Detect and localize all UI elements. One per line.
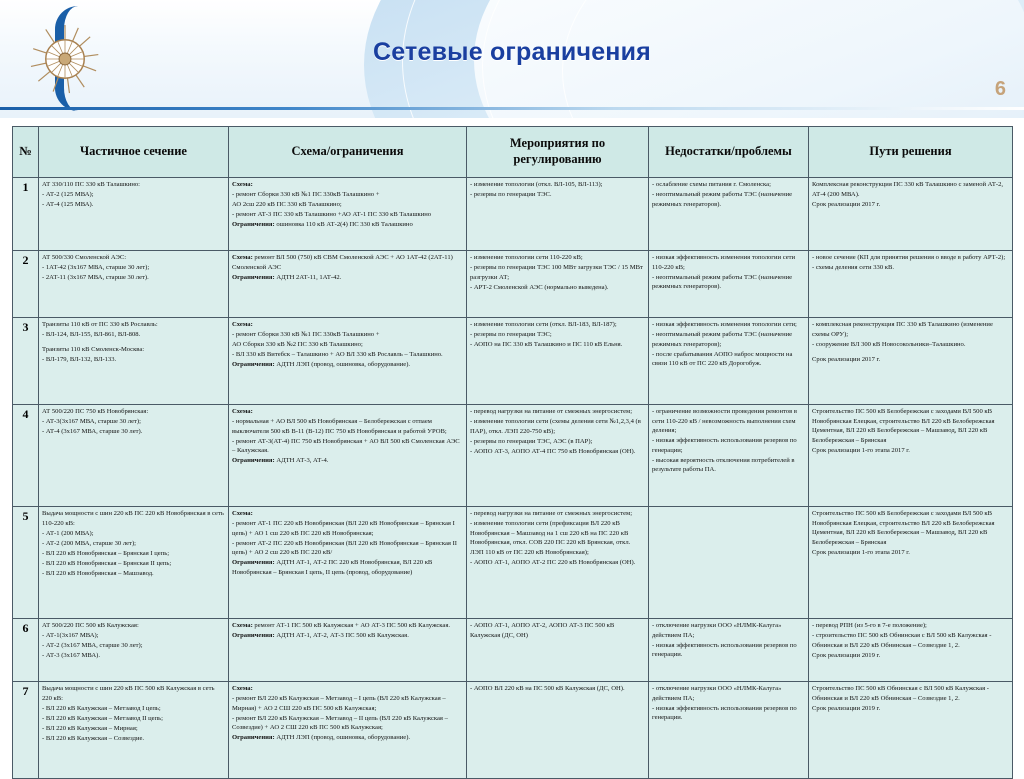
text-line: - неоптимальный режим работы ТЭС (назначение режимных генераторов). (652, 191, 793, 208)
text-line: - ВЛ 220 кВ Новобрянская – Брянская I цепь; (42, 549, 170, 557)
text-line: - ограничение возможности проведения ремонтов в сети 110-220 кВ / невозможность выполнения схем деления; (652, 408, 797, 435)
text-line: - ремонт АТ-3(АТ-4) ПС 750 кВ Новобрянская + АО ВЛ 500 кВ Смоленская АЭС – Калужская. (232, 437, 460, 455)
cell-scheme-content (232, 253, 463, 282)
text-line: - неоптимальный режим работы ТЭС (назначение режимных генераторов); (652, 331, 793, 348)
cell-solutions (809, 507, 1013, 619)
text-line: Строительство ПС 500 кВ Белобережская с заходами ВЛ 500 кВ Новобрянская Елецкая, строительство ВЛ 220 кВ Белобережская Цементная, ВЛ 220 кВ Белобережская – Машзавод, ВЛ 220 кВ Белобережская – Брянская (812, 510, 995, 546)
text-line: - АТ-2 (125 МВА); (42, 191, 94, 199)
cell-problems-content (652, 621, 805, 660)
cell-problems-content (652, 320, 805, 369)
text-line: Транзиты 110 кВ от ПС 330 кВ Рославль: (42, 321, 158, 328)
column-header-number: № (13, 127, 39, 178)
text-line: Ограничения: АДТН 2АТ-11, 1АТ-42. (232, 273, 342, 281)
cell-solutions (809, 405, 1013, 507)
cell-section (39, 619, 229, 682)
cell-scheme-content (232, 621, 463, 641)
text-line: - низкая эффективность использования резервов по генерации; (652, 437, 797, 454)
text-line: - АТ-4 (3х167 МВА, старше 30 лет). (42, 428, 143, 436)
text-line: - низкая эффективность использования резервов по генерации. (652, 641, 797, 659)
text-line: - АОПО ВЛ 220 кВ на ПС 500 кВ Калужская (ДС, ОН). (470, 685, 625, 692)
text-line: - резервы по генерации ТЭС. (470, 191, 552, 199)
cell-section (39, 682, 229, 779)
text-line: - АОПО АТ-1, АОПО АТ-2, АОПО АТ-3 ПС 500 кВ Калужская (ДС, ОН) (470, 622, 615, 639)
cell-measures-content (470, 684, 645, 694)
text-line: - ВЛ 220 кВ Калужская – Метзавод I цепь; (42, 704, 161, 712)
text-line: - АОПО АТ-3, АОПО АТ-4 ПС 750 кВ Новобрянская (ОН). (470, 447, 636, 455)
text-line: Ограничения: ошиновка 110 кВ АТ-2(4) ПС 330 кВ Талашкино (232, 221, 413, 229)
network-constraints-table-wrapper (12, 126, 1012, 779)
cell-problems (649, 619, 809, 682)
cell-solutions (809, 251, 1013, 318)
text-line: - АТ-3 (3х167 МВА). (42, 652, 100, 660)
cell-section-content (42, 407, 225, 437)
row-number: 1 (13, 178, 39, 251)
text-line: - ремонт ВЛ 220 кВ Калужская – Метзавод – II цепь (ВЛ 220 кВ Калужская – Созвездие) + АО 2 СШ 220 кВ ПС 500 кВ Калужская; (232, 714, 448, 732)
text-line: Срок реализации 2019 г. (812, 651, 881, 659)
cell-section (39, 318, 229, 405)
text-line: - АТ-3(3х167 МВА, старше 30 лет); (42, 418, 141, 426)
table-body (13, 178, 1013, 779)
cell-solutions (809, 318, 1013, 405)
cell-scheme-content (232, 684, 463, 743)
cell-solutions-content (812, 320, 1009, 364)
cell-section (39, 405, 229, 507)
text-line: АТ 500/330 Смоленской АЭС: (42, 254, 127, 261)
cell-problems-content (652, 180, 805, 209)
text-line: - строительство ПС 500 кВ Обнинская с ВЛ 500 кВ Калужская - Обнинская и ВЛ 220 кВ Обнинская – Созвездие 1, 2. (812, 632, 992, 649)
text-line: - схемы деления сети 330 кВ. (812, 264, 895, 272)
text-line: - ослабление схемы питания г. Смоленска; (652, 181, 771, 188)
text-line: АО 2сш 220 кВ ПС 330 кВ Талашкино; (232, 201, 342, 209)
text-line: Срок реализации 2017 г. (812, 355, 881, 363)
banner-bottom-rule (0, 107, 1024, 110)
text-line: Схема: (232, 685, 253, 692)
cell-problems (649, 318, 809, 405)
column-header-solutions: Пути решения (809, 127, 1013, 178)
table-row (13, 318, 1013, 405)
cell-solutions-content (812, 621, 1009, 660)
cell-solutions (809, 682, 1013, 779)
row-number: 3 (13, 318, 39, 405)
text-line: - неоптимальный режим работы ТЭС (назначение режимных генераторов). (652, 273, 793, 291)
cell-section-content (42, 684, 225, 743)
cell-measures-content (470, 320, 645, 350)
text-line: - ремонт АТ-2 ПС 220 кВ Новобрянская (ВЛ 220 кВ Новобрянская – Брянская II цепь) + АО 2 сш 220 кВ ПС 220 кВ/ (232, 539, 457, 557)
text-line: - АТ-2 (3х167 МВА, старше 30 лет); (42, 642, 143, 650)
text-line: - сооружение ВЛ 300 кВ Новосокольники–Талашкино. (812, 340, 966, 348)
cell-measures (467, 405, 649, 507)
cell-problems (649, 178, 809, 251)
text-line: Ограничения: АДТН АТ-1, АТ-2 ПС 220 кВ Новобрянская, ВЛ 220 кВ Новобрянская – Брянская I цепь, II цепь (провод, оборудование) (232, 559, 433, 576)
table-header-row (13, 127, 1013, 178)
column-header-problems: Недостатки/проблемы (649, 127, 809, 178)
table-row (13, 405, 1013, 507)
table-row (13, 178, 1013, 251)
text-line: Схема: (232, 408, 253, 415)
text-line: - 1АТ-42 (3х167 МВА, старше 30 лет); (42, 264, 150, 272)
text-line: - ВЛ-179, ВЛ-132, ВЛ-133. (42, 356, 117, 364)
column-header-scheme: Схема/ограничения (229, 127, 467, 178)
cell-section (39, 251, 229, 318)
row-number: 7 (13, 682, 39, 779)
text-line: - АТ-4 (125 МВА). (42, 201, 94, 209)
text-line: - ВЛ 330 кВ Витебск – Талашкино + АО ВЛ 330 кВ Рославль – Талашкино. (232, 351, 443, 359)
cell-measures (467, 318, 649, 405)
cell-scheme-content (232, 407, 463, 466)
text-line: Срок реализации 1-го этапа 2017 г. (812, 446, 910, 454)
text-line: - комплексная реконструкция ПС 330 кВ Талашкино (изменение схемы ОРУ); (812, 321, 993, 338)
page-title: Сетевые ограничения (373, 38, 651, 66)
cell-solutions-content (812, 407, 1009, 455)
cell-measures-content (470, 180, 645, 200)
text-line: - нормальная + АО ВЛ 500 кВ Новобрянская – Белобережская с отпаем выключателя 500 кВ В-11 (В-12) ПС 750 кВ Новобрянская и работой УРОВ; (232, 418, 447, 435)
text-line: - низкая эффективность изменения топологии сети 110-220 кВ; (652, 254, 796, 271)
text-line: - резервы по генерации ТЭС, АЭС (в ПАР); (470, 437, 593, 445)
text-line: - изменение топологии сети 110-220 кВ; (470, 254, 583, 261)
text-line: Ограничения: АДТН АТ-1, АТ-2, АТ-3 ПС 500 кВ Калужская. (232, 632, 409, 640)
cell-scheme (229, 178, 467, 251)
text-line: - ремонт Сборки 330 кВ №1 ПС 330кВ Талашкино + (232, 191, 380, 199)
text-line: Комплексная реконструкция ПС 330 кВ Талашкино с заменой АТ-2, АТ-4 (200 МВА). (812, 181, 1004, 198)
text-line: - АОПО АТ-1, АОПО АТ-2 ПС 220 кВ Новобрянская (ОН). (470, 558, 636, 566)
text-line: Ограничения: АДТН АТ-3, АТ-4. (232, 457, 329, 465)
text-line: - перевод нагрузки на питание от смежных энергосистем; (470, 510, 633, 517)
slide-page-number: 6 (994, 78, 1006, 100)
text-line: Строительство ПС 500 кВ Обнинская с ВЛ 500 кВ Калужская - Обнинская и ВЛ 220 кВ Обнинская – Созвездие 1, 2. (812, 685, 989, 702)
text-line: Схема: ремонт АТ-1 ПС 500 кВ Калужская + АО АТ-3 ПС 500 кВ Калужская. (232, 622, 451, 629)
cell-solutions-content (812, 509, 1009, 557)
text-line: Срок реализации 2017 г. (812, 200, 881, 208)
text-line: - ВЛ 220 кВ Новобрянская – Машзавод. (42, 569, 154, 577)
text-line: - АРТ-2 Смоленской АЭС (нормально выведена). (470, 283, 609, 291)
cell-section-content (42, 621, 225, 661)
text-line: - ВЛ 220 кВ Калужская – Мирная; (42, 724, 138, 732)
column-header-section: Частичное сечение (39, 127, 229, 178)
text-line: АТ 500/220 ПС 750 кВ Новобрянская: (42, 408, 149, 415)
row-number: 4 (13, 405, 39, 507)
cell-section (39, 178, 229, 251)
cell-section (39, 507, 229, 619)
cell-scheme (229, 682, 467, 779)
row-number: 6 (13, 619, 39, 682)
text-line: АТ 330/110 ПС 330 кВ Талашкино: (42, 181, 141, 188)
text-line: - ремонт АТ-1 ПС 220 кВ Новобрянская (ВЛ 220 кВ Новобрянская – Брянская I цепь) + АО 1 сш 220 кВ ПС 220 кВ Новобрянская; (232, 520, 455, 537)
cell-scheme (229, 619, 467, 682)
text-line: - высокая вероятность отключения потребителей в результате работы ПА. (652, 456, 795, 474)
text-line: - изменение топологии (откл. ВЛ-105, ВЛ-113); (470, 181, 603, 188)
cell-section-content (42, 509, 225, 578)
table-row (13, 682, 1013, 779)
cell-section-content (42, 253, 225, 283)
cell-problems (649, 682, 809, 779)
cell-solutions-content (812, 253, 1009, 273)
text-line: - 2АТ-11 (3х167 МВА, старше 30 лет). (42, 274, 149, 282)
text-line: Срок реализации 1-го этапа 2017 г. (812, 548, 910, 556)
text-line: - резервы по генерации ТЭС 100 МВт загрузки ТЭС / 15 МВт разгрузки АТ; (470, 264, 643, 281)
cell-measures (467, 682, 649, 779)
cell-problems (649, 251, 809, 318)
cell-scheme (229, 251, 467, 318)
cell-solutions (809, 178, 1013, 251)
cell-measures (467, 178, 649, 251)
cell-problems-content (652, 684, 805, 723)
table-row (13, 507, 1013, 619)
text-line: Схема: (232, 181, 253, 188)
row-number: 2 (13, 251, 39, 318)
text-line: - ВЛ 220 кВ Калужская – Метзавод II цепь; (42, 714, 163, 722)
text-line: - перевод нагрузки на питание от смежных энергосистем; (470, 408, 633, 415)
table-row (13, 251, 1013, 318)
text-line: - АТ-1(3х167 МВА); (42, 632, 99, 640)
text-line: - резервы по генерации ТЭС; (470, 331, 552, 339)
cell-problems-content (652, 407, 805, 475)
slide-header-banner (0, 0, 1024, 118)
cell-measures (467, 251, 649, 318)
cell-measures-content (470, 407, 645, 456)
cell-scheme-content (232, 509, 463, 577)
cell-problems-content (652, 253, 805, 292)
text-line: Выдача мощности с шин 220 кВ ПС 220 кВ Новобрянская в сеть 110-220 кВ: (42, 510, 224, 527)
cell-measures-content (470, 621, 645, 640)
text-line: - АОПО на ПС 330 кВ Талашкино и ПС 110 кВ Ельня. (470, 341, 623, 349)
text-line: - низкая эффективность изменения топологии сети; (652, 321, 797, 328)
text-line: - АТ-1 (200 МВА); (42, 529, 94, 537)
text-line: - АТ-2 (200 МВА, старше 30 лет); (42, 539, 136, 547)
text-line: - ремонт АТ-3 ПС 330 кВ Талашкино +АО АТ-1 ПС 330 кВ Талашкино (232, 211, 432, 219)
cell-solutions-content (812, 180, 1009, 209)
cell-solutions (809, 619, 1013, 682)
cell-scheme (229, 507, 467, 619)
cell-scheme-content (232, 320, 463, 370)
network-constraints-table (12, 126, 1013, 779)
text-line: Ограничения: АДТН ЛЭП (провод, ошиновка, оборудование). (232, 361, 411, 369)
cell-solutions-content (812, 684, 1009, 713)
text-line: - изменение топологии сети (откл. ВЛ-183, ВЛ-187); (470, 321, 617, 328)
text-line: - перевод РПН (из 5-го в 7-е положение); (812, 622, 927, 629)
text-line: Строительство ПС 500 кВ Белобережская с заходами ВЛ 500 кВ Новобрянская Елецкая, строительство ВЛ 220 кВ Белобережская Цементная, ВЛ 220 кВ Белобережская – Машзавод, ВЛ 220 кВ Белобережская – Брянская (812, 408, 995, 444)
cell-problems (649, 405, 809, 507)
text-line: Транзиты 110 кВ Смоленск-Москва: (42, 346, 145, 354)
text-line: - отключение нагрузки ООО «НЛМК-Калуга» действием ПА; (652, 622, 782, 639)
text-line: - низкая эффективность использования резервов по генерации. (652, 704, 797, 722)
text-line: - после срабатывания АОПО наброс мощности на связи 110 кВ от ПС 220 кВ Дорогобуж. (652, 350, 793, 368)
text-line: - ВЛ-124, ВЛ-155, ВЛ-861, ВЛ-808. (42, 331, 141, 339)
text-line: - новое сечение (КП для принятия решения о вводе в работу АРТ-2); (812, 254, 1006, 261)
text-line: Выдача мощности с шин 220 кВ ПС 500 кВ Калужская в сеть 220 кВ: (42, 685, 215, 702)
cell-measures (467, 507, 649, 619)
text-line: - изменение топологии сети (схемы деления сети №1,2,3,4 (в ПАР), откл. ЛЭП 220-750 кВ); (470, 418, 641, 435)
text-line: Схема: (232, 510, 253, 517)
text-line: - ремонт Сборки 330 кВ №1 ПС 330кВ Талашкино + (232, 331, 380, 339)
cell-scheme (229, 318, 467, 405)
row-number: 5 (13, 507, 39, 619)
text-line: Срок реализации 2019 г. (812, 704, 881, 712)
cell-measures-content (470, 253, 645, 292)
text-line: - ремонт ВЛ 220 кВ Калужская – Метзавод – I цепь (ВЛ 220 кВ Калужская – Мирная) + АО 2 СШ 220 кВ ПС 500 кВ Калужская; (232, 695, 446, 712)
cell-section-content (42, 180, 225, 210)
text-line: - ВЛ 220 кВ Калужская – Созвездие. (42, 734, 145, 742)
text-line: Схема: (232, 321, 253, 328)
text-line: Ограничения: АДТН ЛЭП (провод, ошиновка, оборудование). (232, 734, 411, 742)
text-line: АО Сборки 330 кВ №2 ПС 330 кВ Талашкино; (232, 341, 363, 349)
text-line: Схема: ремонт ВЛ 500 (750) кВ СВМ Смоленской АЭС + АО 1АТ-42 (2АТ-11) Смоленской АЭС (232, 254, 453, 271)
text-line: - ВЛ 220 кВ Новобрянская – Брянская II цепь; (42, 559, 172, 567)
cell-scheme-content (232, 180, 463, 230)
table-row (13, 619, 1013, 682)
cell-scheme (229, 405, 467, 507)
text-line: АТ 500/220 ПС 500 кВ Калужская: (42, 622, 139, 629)
cell-measures (467, 619, 649, 682)
text-line: - отключение нагрузки ООО «НЛМК-Калуга» действием ПА; (652, 685, 782, 702)
column-header-measures: Мероприятия по регулированию (467, 127, 649, 178)
cell-measures-content (470, 509, 645, 567)
cell-problems (649, 507, 809, 619)
text-line: - изменение топологии сети (префиксация ВЛ 220 кВ Новобрянская – Машзавод на 1 сш 220 кВ на ПС 220 кВ Новобрянская, откл. СОВ 220 ПС 220 кВ Брянская, откл. ЛЭП 110 кВ от ПС 220 кВ Новобрянская); (470, 520, 631, 556)
cell-section-content (42, 320, 225, 365)
